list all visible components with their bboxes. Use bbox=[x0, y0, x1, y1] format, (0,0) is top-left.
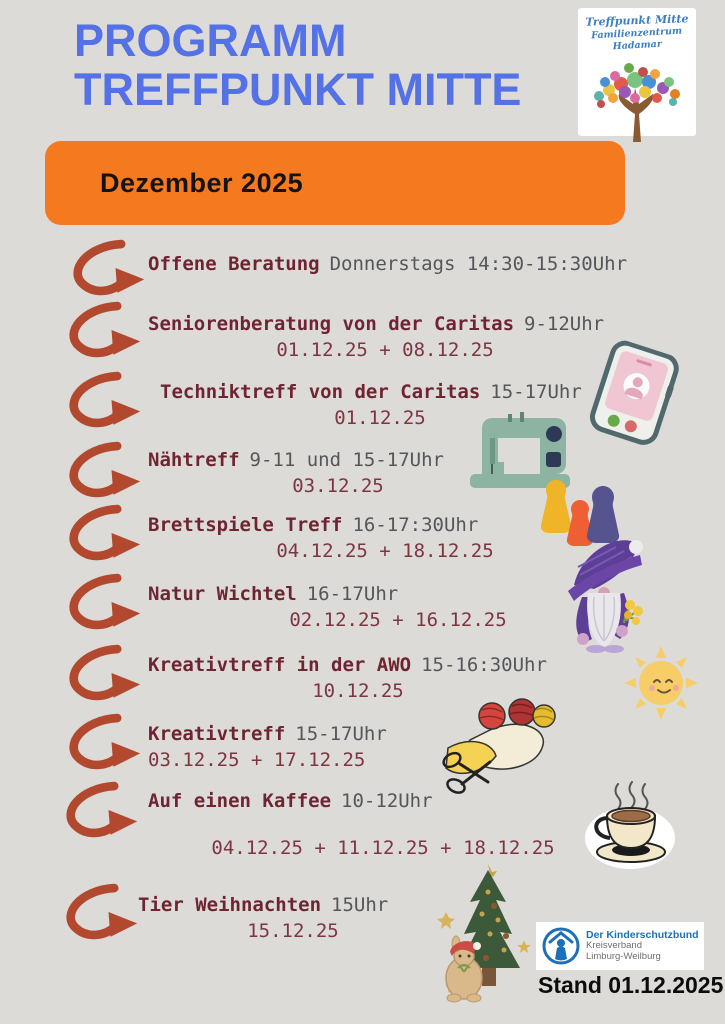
curved-arrow-icon bbox=[55, 780, 141, 838]
org-logo-text bbox=[578, 14, 696, 52]
kinderschutzbund-line2: Kreisverband bbox=[586, 940, 642, 952]
event-dates: 04.12.25 + 18.12.25 bbox=[276, 540, 494, 562]
event-title: Techniktreff von der Caritas bbox=[160, 381, 481, 403]
kinderschutzbund-logo-card bbox=[536, 922, 704, 970]
event-title: Seniorenberatung von der Caritas bbox=[148, 313, 515, 335]
curved-arrow-icon bbox=[58, 572, 144, 630]
event-time: 16-17Uhr bbox=[306, 583, 399, 605]
event-dates: 01.12.25 + 08.12.25 bbox=[276, 339, 494, 361]
event-time: 16-17:30Uhr bbox=[352, 514, 479, 536]
month-banner-label: Dezember 2025 bbox=[100, 167, 304, 198]
event-time: 9-11 und 15-17Uhr bbox=[249, 449, 444, 471]
page-title-line1: PROGRAMM bbox=[74, 15, 347, 66]
christmas-tree-rabbit-icon bbox=[432, 862, 538, 1004]
stand-date: Stand 01.12.2025 bbox=[538, 972, 724, 998]
event-title: Natur Wichtel bbox=[148, 583, 297, 605]
event-dates: 15.12.25 bbox=[247, 920, 339, 942]
event-title: Kreativtreff bbox=[148, 723, 286, 745]
event-dates: 04.12.25 + 11.12.25 + 18.12.25 bbox=[211, 837, 555, 859]
event-dates: 03.12.25 + 17.12.25 bbox=[148, 749, 366, 771]
page-title-line2: TREFFPUNKT MITTE bbox=[74, 64, 522, 116]
curved-arrow-icon bbox=[58, 712, 144, 770]
kinderschutzbund-line3: Limburg-Weilburg bbox=[586, 951, 661, 963]
curved-arrow-icon bbox=[58, 370, 144, 428]
event-time: 9-12Uhr bbox=[524, 313, 605, 335]
event-title: Offene Beratung bbox=[148, 253, 320, 275]
coffee-cup-icon bbox=[582, 780, 676, 870]
event-dates: 03.12.25 bbox=[292, 475, 384, 497]
page-title bbox=[74, 16, 574, 114]
event-dates: 10.12.25 bbox=[312, 680, 404, 702]
kinderschutzbund-logo-icon bbox=[541, 926, 581, 966]
event-time: 15-17Uhr bbox=[295, 723, 387, 745]
event-row bbox=[148, 583, 622, 631]
curved-arrow-icon bbox=[62, 238, 148, 296]
kinderschutzbund-text bbox=[586, 929, 699, 963]
event-title: Kreativtreff in der AWO bbox=[148, 654, 412, 676]
month-banner bbox=[45, 141, 625, 225]
event-time: 15-16:30Uhr bbox=[421, 654, 547, 676]
event-row bbox=[148, 654, 622, 702]
org-logo-line1: Treffpunkt Mitte bbox=[585, 12, 689, 29]
curved-arrow-icon bbox=[58, 643, 144, 701]
curved-arrow-icon bbox=[58, 440, 144, 498]
curved-arrow-icon bbox=[55, 882, 141, 940]
event-row bbox=[148, 790, 622, 859]
craft-supplies-icon bbox=[430, 698, 556, 800]
event-time: 15-17Uhr bbox=[490, 381, 582, 403]
event-row bbox=[138, 894, 448, 942]
event-title: Auf einen Kaffee bbox=[148, 790, 332, 812]
event-title: Nähtreff bbox=[148, 449, 240, 471]
tree-logo-icon bbox=[585, 52, 689, 144]
curved-arrow-icon bbox=[58, 300, 144, 358]
event-time: Donnerstags 14:30-15:30Uhr bbox=[329, 253, 628, 275]
org-logo-card bbox=[578, 8, 696, 136]
event-title: Tier Weihnachten bbox=[138, 894, 322, 916]
event-title: Brettspiele Treff bbox=[148, 514, 343, 536]
curved-arrow-icon bbox=[58, 503, 144, 561]
event-time: 15Uhr bbox=[331, 894, 389, 916]
org-logo-line2: Familienzentrum Hadamar bbox=[590, 25, 683, 52]
gnome-icon bbox=[566, 527, 646, 655]
event-dates: 02.12.25 + 16.12.25 bbox=[289, 609, 507, 631]
event-row bbox=[148, 313, 622, 361]
event-time: 10-12Uhr bbox=[341, 790, 433, 812]
event-row bbox=[148, 253, 628, 275]
kinderschutzbund-line1: Der Kinderschutzbund bbox=[586, 929, 699, 942]
event-dates: 01.12.25 bbox=[334, 407, 426, 429]
sun-icon bbox=[624, 646, 698, 720]
